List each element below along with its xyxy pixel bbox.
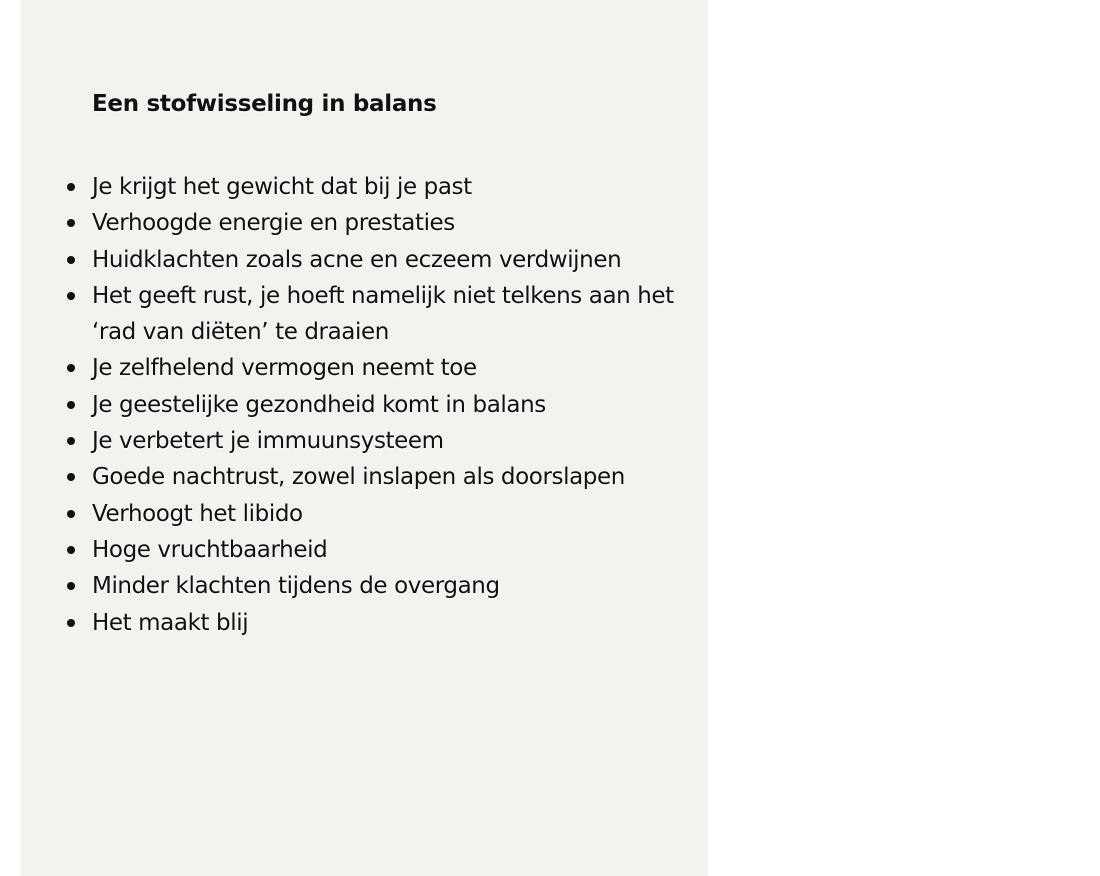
list-item-text: Verhoogt het libido xyxy=(92,500,303,527)
list-item xyxy=(92,242,692,278)
list-item-text: Het geeft rust, je hoeft namelijk niet telkens aan het ‘rad van diëten’ te draaien xyxy=(92,282,674,346)
list-item xyxy=(92,278,692,351)
bullet-icon xyxy=(67,582,75,590)
bullet-icon xyxy=(67,219,75,227)
list-item xyxy=(92,205,692,241)
list-item xyxy=(92,350,692,386)
list-item xyxy=(92,532,692,568)
bullet-icon xyxy=(67,473,75,481)
list-item xyxy=(92,423,692,459)
bullet-icon xyxy=(67,364,75,372)
bullet-icon xyxy=(67,183,75,191)
bullet-icon xyxy=(67,437,75,445)
list-item-text: Goede nachtrust, zowel inslapen als doorslapen xyxy=(92,464,625,491)
list-item-text: Huidklachten zoals acne en eczeem verdwijnen xyxy=(92,246,622,273)
bullet-icon xyxy=(67,619,75,627)
list-item-text: Je zelfhelend vermogen neemt toe xyxy=(92,355,477,382)
list-item-text: Verhoogde energie en prestaties xyxy=(92,210,455,237)
section-heading: Een stofwisseling in balans xyxy=(92,91,437,117)
bullet-icon xyxy=(67,256,75,264)
list-item-text: Je verbetert je immuunsysteem xyxy=(92,428,444,455)
list-item xyxy=(92,387,692,423)
list-item xyxy=(92,496,692,532)
list-item-text: Hoge vruchtbaarheid xyxy=(92,536,328,563)
list-item xyxy=(92,568,692,604)
list-item xyxy=(92,169,692,205)
list-item xyxy=(92,459,692,495)
list-item-text: Je krijgt het gewicht dat bij je past xyxy=(92,174,472,200)
bullet-icon xyxy=(67,401,75,409)
benefits-list xyxy=(92,169,692,641)
list-item-text: Het maakt blij xyxy=(92,609,249,636)
list-item-text: Minder klachten tijdens de overgang xyxy=(92,573,500,600)
content-panel xyxy=(21,0,708,876)
list-item xyxy=(92,605,692,641)
list-item-text: Je geestelijke gezondheid komt in balans xyxy=(92,391,546,418)
bullet-icon xyxy=(67,292,75,300)
bullet-icon xyxy=(67,510,75,518)
bullet-icon xyxy=(67,546,75,554)
